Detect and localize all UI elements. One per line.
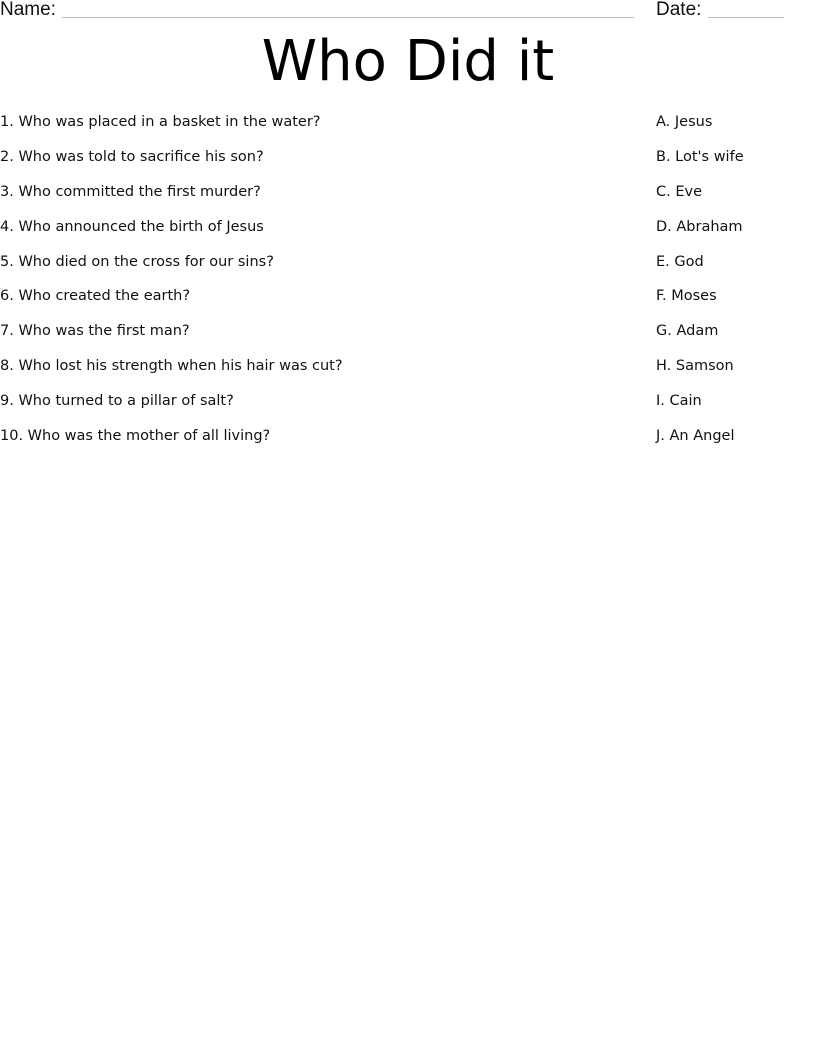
name-label: Name: [0,0,56,20]
answer-item: E. God [656,253,704,270]
answer-item: D. Abraham [656,218,743,235]
question-item: 2. Who was told to sacrifice his son? [0,148,264,165]
answer-item: G. Adam [656,323,719,340]
answer-item: H. Samson [656,358,734,375]
answer-item: I. Cain [656,393,702,410]
answer-item: J. An Angel [656,428,735,445]
question-item: 8. Who lost his strength when his hair was cut? [0,358,343,375]
question-item: 7. Who was the first man? [0,323,190,340]
question-item: 1. Who was placed in a basket in the water? [0,114,321,130]
question-item: 9. Who turned to a pillar of salt? [0,393,234,410]
name-blank-line[interactable] [62,17,634,18]
question-list [0,110,640,459]
answer-item: F. Moses [656,288,717,305]
date-label: Date: [656,0,702,20]
answer-item: C. Eve [656,183,703,200]
answer-item: A. Jesus [656,114,713,130]
question-item: 5. Who died on the cross for our sins? [0,253,274,270]
question-item: 6. Who created the earth? [0,288,191,305]
worksheet-title: Who Did it [261,29,555,94]
question-item: 3. Who committed the first murder? [0,183,261,200]
question-item: 4. Who announced the birth of Jesus [0,218,264,235]
question-item: 10. Who was the mother of all living? [0,428,271,445]
answer-item: B. Lot's wife [656,148,744,165]
answer-list [656,110,816,459]
worksheet-header [0,0,816,22]
date-blank-line[interactable] [708,17,784,18]
